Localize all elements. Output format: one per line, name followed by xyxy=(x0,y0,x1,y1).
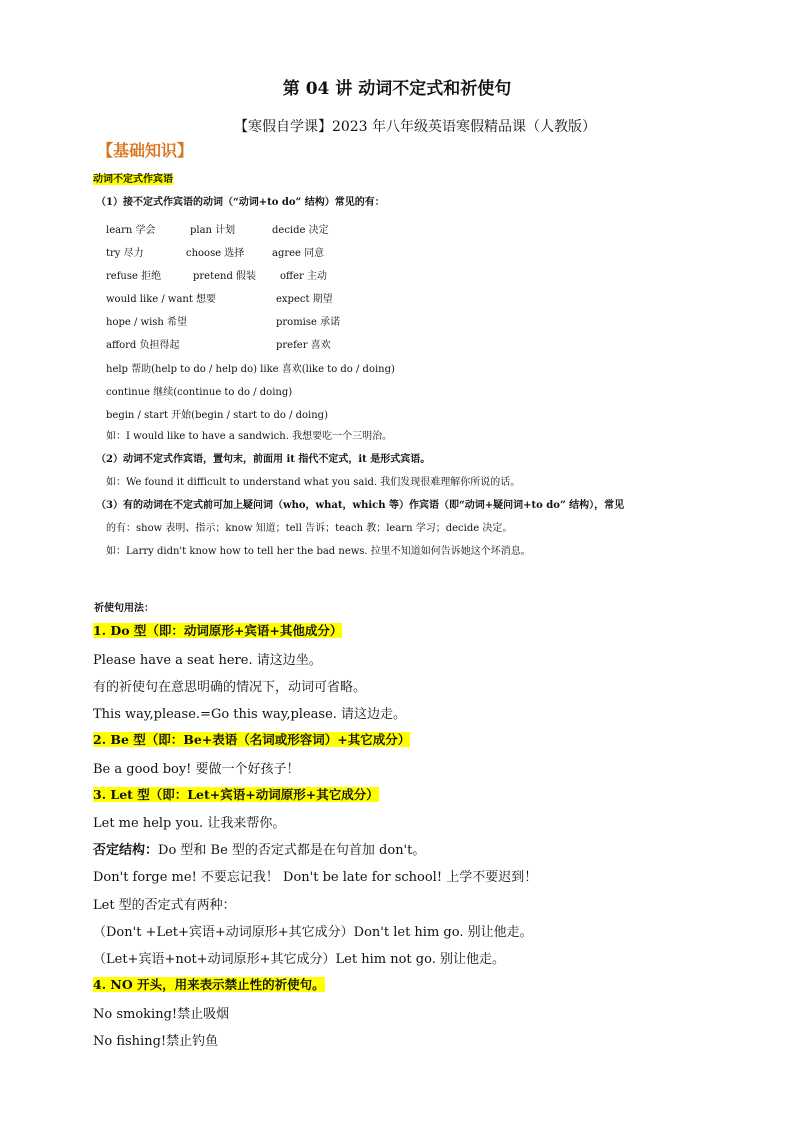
verb-cell: refuse 拒绝 xyxy=(106,271,162,282)
type2-heading: 2. Be 型（即：Be+表语（名词或形容词）+其它成分） xyxy=(93,732,411,747)
type4-example: No fishing!禁止钓鱼 xyxy=(93,1034,219,1049)
type4-heading: 4. NO 开头，用来表示禁止性的祈使句。 xyxy=(93,977,325,992)
type1-heading: 1. Do 型（即：动词原形+宾语+其他成分） xyxy=(93,623,343,638)
verb-cell: decide 决定 xyxy=(272,225,329,236)
verb-cell: hope / wish 希望 xyxy=(106,317,188,328)
negation-label: 否定结构： xyxy=(93,843,159,858)
verb-cell: promise 承诺 xyxy=(276,317,341,328)
verb-cell: expect 期望 xyxy=(276,294,333,305)
verb-cell: choose 选择 xyxy=(186,248,245,259)
type3-heading: 3. Let 型（即：Let+宾语+动词原形+其它成分） xyxy=(93,787,379,802)
let-negation-form: （Don't +Let+宾语+动词原形+其它成分）Don't let him go. 别让他走。 xyxy=(93,925,533,940)
part1-heading: 动词不定式作宾语 xyxy=(93,174,173,185)
type4-example: No smoking!禁止吸烟 xyxy=(93,1007,230,1022)
type3-example: Let me help you. 让我来帮你。 xyxy=(93,816,286,831)
type1-example: Please have a seat here. 请这边坐。 xyxy=(93,653,322,668)
type1-example: This way,please.=Go this way,please. 请这边走。 xyxy=(93,707,407,722)
let-negation-rule: Let 型的否定式有两种： xyxy=(93,898,236,913)
section-label: 【基础知识】 xyxy=(97,141,194,160)
page-subtitle: 【寒假自学课】2023 年八年级英语寒假精品课（人教版） xyxy=(233,119,597,135)
type1-note: 有的祈使句在意思明确的情况下，动词可省略。 xyxy=(93,680,367,695)
verb-cell: afford 负担得起 xyxy=(106,340,180,351)
example-sentence: 如：I would like to have a sandwich. 我想要吃一个三明治。 xyxy=(106,431,393,442)
negation-text: Do 型和 Be 型的否定式都是在句首加 don't。 xyxy=(158,843,426,858)
point1-heading: （1）接不定式作宾语的动词（“动词+to do” 结构）常见的有： xyxy=(96,197,385,208)
example-sentence: 如：We found it difficult to understand what you said. 我们发现很难理解你所说的话。 xyxy=(106,477,521,488)
negation-rule xyxy=(93,839,425,858)
part2-heading: 祈使句用法： xyxy=(94,603,154,614)
extra-verb: begin / start 开始(begin / start to do / doing) xyxy=(106,410,328,421)
page-title: 第 04 讲 动词不定式和祈使句 xyxy=(282,79,512,99)
example-sentence: 如：Larry didn't know how to tell her the bad news. 拉里不知道如何告诉她这个坏消息。 xyxy=(106,546,531,557)
let-negation-form: （Let+宾语+not+动词原形+其它成分）Let him not go. 别让他走。 xyxy=(93,952,505,967)
verb-cell: plan 计划 xyxy=(190,225,236,236)
point2-heading: （2）动词不定式作宾语，置句末，前面用 it 指代不定式，it 是形式宾语。 xyxy=(96,454,431,465)
point3-list: 的有：show 表明、指示；know 知道；tell 告诉；teach 教；learn 学习；decide 决定。 xyxy=(106,523,513,534)
type2-example: Be a good boy! 要做一个好孩子！ xyxy=(93,762,300,777)
verb-cell: pretend 假装 xyxy=(193,271,257,282)
verb-cell: learn 学会 xyxy=(106,225,156,236)
extra-verb: continue 继续(continue to do / doing) xyxy=(106,387,293,398)
verb-cell: try 尽力 xyxy=(106,248,144,259)
verb-cell: agree 同意 xyxy=(272,248,325,259)
point3-heading: （3）有的动词在不定式前可加上疑问词（who，what，which 等）作宾语（即“动词+疑问词+to do” 结构），常见 xyxy=(96,500,625,511)
negation-example: Don't forge me! 不要忘记我！ Don't be late for school! 上学不要迟到！ xyxy=(93,870,538,885)
verb-cell: would like / want 想要 xyxy=(106,294,217,305)
verb-cell: offer 主动 xyxy=(280,271,328,282)
extra-verb: help 帮助(help to do / help do) like 喜欢(like to do / doing) xyxy=(106,364,395,375)
verb-cell: prefer 喜欢 xyxy=(276,340,331,351)
